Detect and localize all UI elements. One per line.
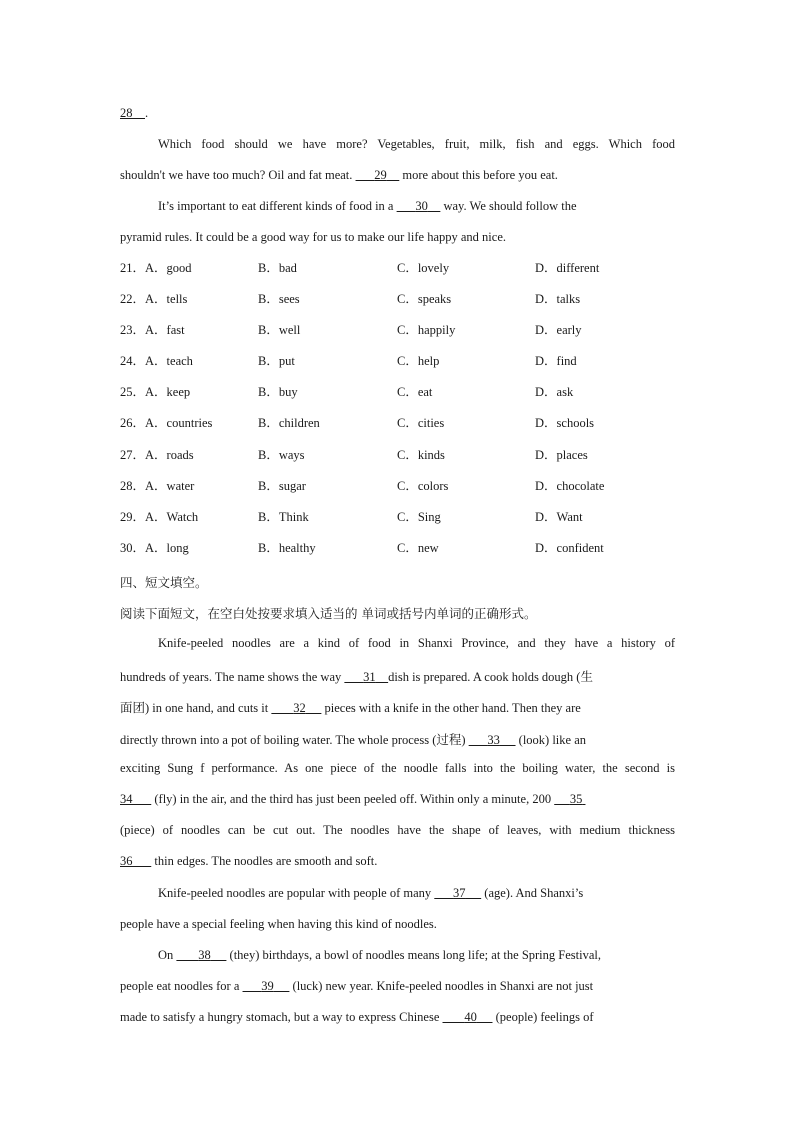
option-a <box>120 507 198 525</box>
blank-37 <box>434 886 481 900</box>
option-b <box>258 289 300 307</box>
option-c-label: C．help <box>397 354 440 369</box>
section4-instruction: 阅读下面短文，在空白处按要求填入适当的 单词或括号内单词的正确形式。 <box>120 606 537 621</box>
blank-34 <box>120 792 151 806</box>
option-a-label: A．teach <box>145 354 193 369</box>
option-c-label: C．cities <box>397 416 445 431</box>
option-b-label: B．put <box>258 354 295 369</box>
question-number: 23． <box>120 323 146 338</box>
option-d <box>535 289 580 307</box>
blank-33-number: 33 <box>487 733 500 747</box>
option-a <box>120 351 193 369</box>
option-b <box>258 507 309 525</box>
question-row <box>120 351 680 382</box>
question-row <box>120 258 680 289</box>
passage2-line9 <box>158 886 583 901</box>
section4-heading: 四、短文填空。 <box>120 575 208 590</box>
option-b-label: B．buy <box>258 385 298 400</box>
question-number: 27． <box>120 447 146 462</box>
option-a-label: A．countries <box>145 416 213 431</box>
question-number: 29． <box>120 509 146 524</box>
blank-36 <box>120 854 151 868</box>
option-d-label: D．talks <box>535 292 581 307</box>
question-number: 21． <box>120 261 146 275</box>
blank-28-number: 28 <box>120 106 133 120</box>
passage2-line3 <box>120 698 581 716</box>
text: hundreds of years. The name shows the way <box>120 670 342 684</box>
blank-39 <box>243 979 290 993</box>
option-a-label: A．keep <box>145 385 191 400</box>
option-c <box>397 258 449 276</box>
text: (people) feelings of <box>495 1010 594 1024</box>
option-d <box>535 538 604 556</box>
passage2-line13 <box>120 1010 594 1025</box>
blank-35-number: 35 <box>569 792 583 806</box>
question-row <box>120 382 680 413</box>
option-a-label: A．Watch <box>145 509 199 524</box>
option-b-label: B．well <box>258 323 301 338</box>
blank-40-number: 40 <box>464 1010 477 1024</box>
option-c <box>397 289 451 307</box>
option-a <box>120 445 194 463</box>
question-number: 28． <box>120 478 146 493</box>
option-a-label: A．water <box>145 478 195 493</box>
option-a <box>120 538 189 556</box>
passage2-line10: people have a special feeling when having this kind of noodles. <box>120 917 437 931</box>
option-c <box>397 351 439 369</box>
option-d-label: D．early <box>535 323 582 338</box>
passage2-line5: exciting Sung f performance. As one piece of the noodle falls into the boiling water, the second is <box>120 761 675 775</box>
option-d <box>535 382 573 400</box>
option-a <box>120 476 194 494</box>
text: people eat noodles for a <box>120 979 240 993</box>
blank-37-number: 37 <box>453 886 466 900</box>
blank-32-number: 32 <box>293 701 306 715</box>
option-c-label: C．happily <box>397 323 456 338</box>
question-row <box>120 476 680 507</box>
option-b-label: B．sees <box>258 292 300 307</box>
option-d <box>535 320 582 338</box>
blank-30 <box>397 199 441 213</box>
question-number: 26． <box>120 416 146 431</box>
period: . <box>145 106 149 120</box>
option-c-label: C．kinds <box>397 447 445 462</box>
option-d-label: D．Want <box>535 509 583 524</box>
passage2-line12 <box>120 979 593 994</box>
option-d <box>535 445 588 463</box>
option-a-label: A．roads <box>145 447 194 462</box>
passage2-line7: (piece) of noodles can be cut out. The noodles have the shape of leaves, with medium thickness <box>120 823 675 837</box>
text: dish is prepared. A cook holds dough (生 <box>388 670 593 684</box>
passage1-line2 <box>120 168 558 183</box>
option-d-label: D．different <box>535 261 600 275</box>
question-row <box>120 320 680 351</box>
option-b-label: B．sugar <box>258 478 306 493</box>
option-c-label: C．eat <box>397 385 433 400</box>
option-c <box>397 445 445 463</box>
blank-31 <box>344 670 388 684</box>
question-row <box>120 445 680 476</box>
question-number: 30． <box>120 540 146 555</box>
option-a <box>120 382 190 400</box>
blank-38-number: 38 <box>198 948 211 962</box>
question-row <box>120 507 680 538</box>
option-b-label: B．ways <box>258 447 305 462</box>
blank-29 <box>356 168 400 182</box>
option-b-label: B．children <box>258 416 320 431</box>
passage2-line2 <box>120 667 593 685</box>
passage1-line3 <box>158 199 577 214</box>
text: (they) birthdays, a bowl of noodles means long life; at the Spring Festival, <box>229 948 601 962</box>
text: (look) like an <box>518 733 586 747</box>
option-b-label: B．Think <box>258 509 309 524</box>
blank-40 <box>443 1010 493 1024</box>
passage1-line0 <box>120 106 148 121</box>
option-c-label: C．new <box>397 540 439 555</box>
text: more about this before you eat. <box>402 168 558 182</box>
option-a-label: A．fast <box>145 323 185 338</box>
text: (age). And Shanxi’s <box>484 886 584 900</box>
option-a <box>120 289 187 307</box>
question-number: 25． <box>120 385 146 400</box>
option-c <box>397 320 455 338</box>
option-d <box>535 476 604 494</box>
option-a <box>120 320 185 338</box>
option-b <box>258 445 305 463</box>
option-b <box>258 320 300 338</box>
text: On <box>158 948 174 962</box>
option-b-label: B．bad <box>258 261 297 275</box>
option-b <box>258 382 298 400</box>
blank-34-number: 34 <box>120 792 133 806</box>
passage2-line4 <box>120 730 586 748</box>
option-d-label: D．places <box>535 447 588 462</box>
passage2-line1: Knife-peeled noodles are a kind of food in Shanxi Province, and they have a history of <box>158 636 675 650</box>
text: made to satisfy a hungry stomach, but a way to express Chinese <box>120 1010 440 1024</box>
question-number: 24． <box>120 354 146 369</box>
option-b-label: B．healthy <box>258 540 316 555</box>
option-d-label: D．chocolate <box>535 478 605 493</box>
passage2-line8 <box>120 854 377 869</box>
options-table <box>120 258 680 569</box>
option-d <box>535 507 583 525</box>
question-row <box>120 538 680 569</box>
passage2-line6 <box>120 792 585 807</box>
text: directly thrown into a pot of boiling water. The whole process (过程) <box>120 733 466 747</box>
option-c <box>397 476 448 494</box>
text: pieces with a knife in the other hand. Then they are <box>324 701 581 715</box>
option-d-label: D．ask <box>535 385 574 400</box>
option-c-label: C．Sing <box>397 509 441 524</box>
option-c <box>397 413 444 431</box>
option-a-label: A．tells <box>145 292 188 307</box>
option-d <box>535 258 599 276</box>
text: Knife-peeled noodles are popular with people of many <box>158 886 432 900</box>
text: shouldn't we have too much? Oil and fat meat. <box>120 168 353 182</box>
blank-31-number: 31 <box>363 670 376 684</box>
text: (luck) new year. Knife-peeled noodles in Shanxi are not just <box>292 979 594 993</box>
option-a <box>120 258 192 276</box>
option-c <box>397 382 432 400</box>
option-b <box>258 413 320 431</box>
option-d-label: D．confident <box>535 540 604 555</box>
option-b <box>258 538 316 556</box>
option-b <box>258 258 297 276</box>
blank-30-number: 30 <box>415 199 428 213</box>
blank-36-number: 36 <box>120 854 133 868</box>
option-d <box>535 351 577 369</box>
option-c-label: C．speaks <box>397 292 452 307</box>
option-d-label: D．schools <box>535 416 595 431</box>
blank-28 <box>120 106 145 120</box>
option-c-label: C．lovely <box>397 261 450 275</box>
option-c-label: C．colors <box>397 478 449 493</box>
option-a-label: A．long <box>145 540 189 555</box>
question-row <box>120 413 680 444</box>
blank-29-number: 29 <box>374 168 387 182</box>
question-row <box>120 289 680 320</box>
text: 面团) in one hand, and cuts it <box>120 701 269 715</box>
passage1-line1: Which food should we have more? Vegetables, fruit, milk, fish and eggs. Which food <box>158 137 675 151</box>
text: (fly) in the air, and the third has just been peeled off. Within only a minute, 200 <box>154 792 552 806</box>
option-a-label: A．good <box>145 261 192 275</box>
option-d <box>535 413 594 431</box>
option-d-label: D．find <box>535 354 577 369</box>
blank-38 <box>176 948 226 962</box>
blank-39-number: 39 <box>261 979 274 993</box>
option-b <box>258 351 295 369</box>
option-c <box>397 538 439 556</box>
option-b <box>258 476 306 494</box>
passage1-line4: pyramid rules. It could be a good way for us to make our life happy and nice. <box>120 230 506 244</box>
text: It’s important to eat different kinds of food in a <box>158 199 394 213</box>
option-c <box>397 507 441 525</box>
blank-32 <box>271 701 321 715</box>
text: thin edges. The noodles are smooth and soft. <box>154 854 378 868</box>
blank-35 <box>554 792 585 806</box>
blank-33 <box>469 733 516 747</box>
passage2-line11 <box>158 948 601 963</box>
text: way. We should follow the <box>443 199 577 213</box>
option-a <box>120 413 212 431</box>
question-number: 22． <box>120 292 146 307</box>
